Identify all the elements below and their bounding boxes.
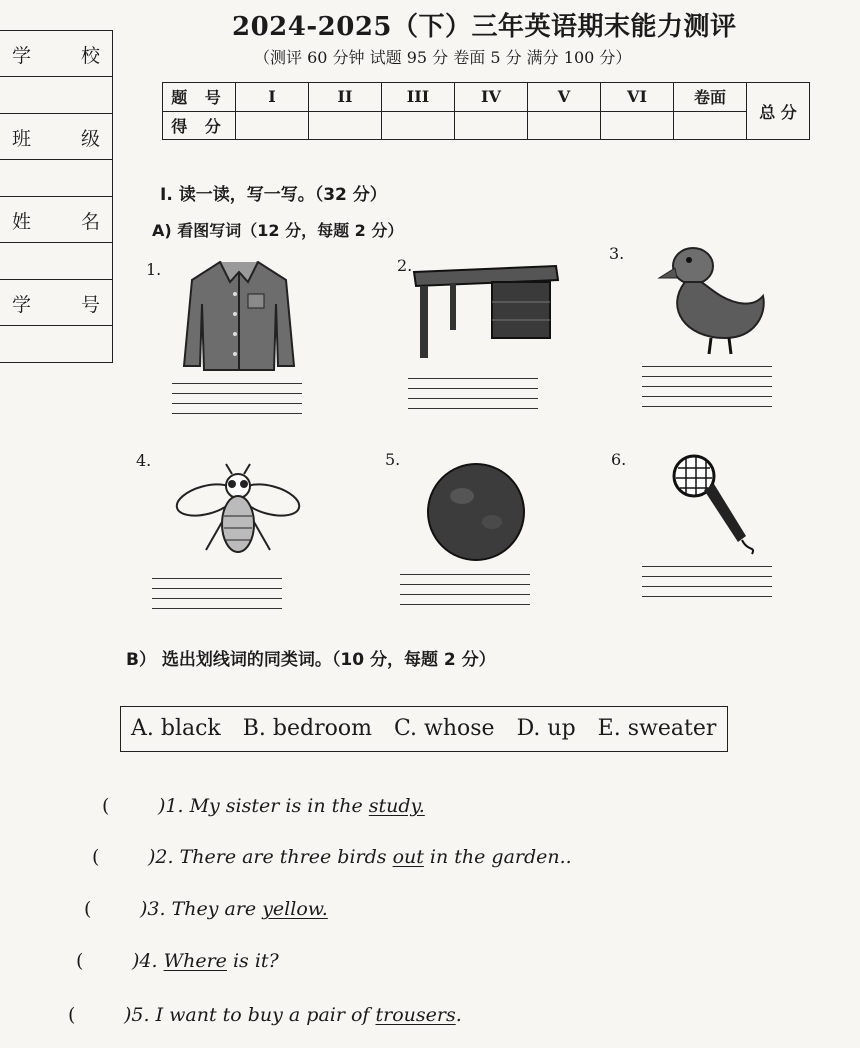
class-label-left: 班 bbox=[12, 128, 32, 150]
section-b-title: B） 选出划线词的同类词。（10 分，每题 2 分） bbox=[126, 650, 496, 670]
class-row bbox=[0, 114, 112, 160]
class-label-right: 级 bbox=[80, 128, 100, 150]
answer-lines[interactable] bbox=[642, 366, 772, 416]
answer-blank[interactable]: ( bbox=[68, 1004, 76, 1026]
question-text: )2. There are three birds bbox=[148, 846, 393, 868]
score-row-label: 得 分 bbox=[163, 111, 236, 140]
page-title: 2024-2025（下）三年英语期末能力测评 bbox=[232, 12, 737, 42]
word-option: E. sweater bbox=[597, 716, 717, 741]
question-4 bbox=[76, 950, 279, 972]
student-id-row bbox=[0, 280, 112, 326]
answer-lines[interactable] bbox=[408, 378, 538, 418]
ball-icon bbox=[424, 460, 528, 564]
column-header: 卷面 bbox=[674, 83, 747, 112]
column-header: III bbox=[382, 83, 455, 112]
duck-icon bbox=[655, 238, 770, 358]
student-id-field[interactable] bbox=[0, 326, 112, 362]
name-row bbox=[0, 197, 112, 243]
underlined-word: Where bbox=[163, 950, 227, 972]
score-cell[interactable] bbox=[236, 111, 309, 140]
column-header: IV bbox=[455, 83, 528, 112]
score-cell[interactable] bbox=[309, 111, 382, 140]
answer-lines[interactable] bbox=[172, 383, 302, 423]
underlined-word: out bbox=[392, 846, 424, 868]
answer-blank[interactable]: ( bbox=[76, 950, 84, 972]
student-id-label-right: 号 bbox=[80, 294, 100, 316]
word-bank bbox=[120, 706, 728, 752]
item-number: 4. bbox=[136, 451, 152, 470]
question-text: )4. bbox=[132, 950, 164, 972]
word-option: B. bedroom bbox=[242, 716, 372, 741]
answer-lines[interactable] bbox=[152, 578, 282, 618]
score-cell[interactable] bbox=[528, 111, 601, 140]
student-info-table bbox=[0, 30, 113, 363]
score-cell[interactable] bbox=[601, 111, 674, 140]
school-row bbox=[0, 31, 112, 77]
column-header: II bbox=[309, 83, 382, 112]
question-text-post: . bbox=[455, 1004, 462, 1026]
item-number: 3. bbox=[609, 244, 625, 263]
name-label-right: 名 bbox=[80, 211, 100, 233]
part-a-title: A) 看图写词（12 分，每题 2 分） bbox=[152, 221, 404, 240]
class-field[interactable] bbox=[0, 160, 112, 197]
total-score-label: 总 分 bbox=[747, 83, 810, 140]
microphone-icon bbox=[668, 450, 760, 562]
score-cell[interactable] bbox=[674, 111, 747, 140]
word-option: C. whose bbox=[393, 716, 495, 741]
question-5 bbox=[68, 1004, 462, 1026]
section-i-title: I. 读一读，写一写。（32 分） bbox=[160, 185, 387, 205]
item-number: 2. bbox=[397, 256, 413, 275]
question-2 bbox=[92, 846, 572, 868]
answer-blank[interactable]: ( bbox=[84, 898, 92, 920]
item-number: 5. bbox=[385, 450, 401, 469]
name-label-left: 姓 bbox=[12, 211, 32, 233]
column-header: V bbox=[528, 83, 601, 112]
page-subtitle: （测评 60 分钟 试题 95 分 卷面 5 分 满分 100 分） bbox=[254, 48, 632, 67]
word-option: D. up bbox=[516, 716, 576, 741]
underlined-word: study. bbox=[368, 795, 425, 817]
desk-icon bbox=[410, 262, 560, 362]
question-text: )5. I want to buy a pair of bbox=[124, 1004, 376, 1026]
answer-blank[interactable]: ( bbox=[92, 846, 100, 868]
item-number: 1. bbox=[146, 260, 162, 279]
question-text-post: in the garden.. bbox=[423, 846, 572, 868]
school-field[interactable] bbox=[0, 77, 112, 114]
question-3 bbox=[84, 898, 328, 920]
answer-lines[interactable] bbox=[400, 574, 530, 614]
score-table bbox=[162, 82, 810, 140]
item-number: 6. bbox=[611, 450, 627, 469]
school-label-right: 校 bbox=[80, 45, 100, 67]
student-id-label-left: 学 bbox=[12, 294, 32, 316]
question-text: )3. They are bbox=[140, 898, 263, 920]
column-header: I bbox=[236, 83, 309, 112]
question-text: )1. My sister is in the bbox=[158, 795, 369, 817]
fly-icon bbox=[172, 462, 304, 566]
score-row-label: 题 号 bbox=[163, 83, 236, 112]
word-option: A. black bbox=[131, 716, 221, 741]
score-cell[interactable] bbox=[382, 111, 455, 140]
underlined-word: trousers bbox=[375, 1004, 456, 1026]
school-label-left: 学 bbox=[12, 45, 32, 67]
score-cell[interactable] bbox=[455, 111, 528, 140]
answer-blank[interactable]: ( bbox=[102, 795, 110, 817]
shirt-icon bbox=[178, 254, 300, 376]
column-header: VI bbox=[601, 83, 674, 112]
answer-lines[interactable] bbox=[642, 566, 772, 606]
question-1 bbox=[102, 795, 425, 817]
question-text-post: is it? bbox=[226, 950, 279, 972]
underlined-word: yellow. bbox=[262, 898, 328, 920]
name-field[interactable] bbox=[0, 243, 112, 280]
